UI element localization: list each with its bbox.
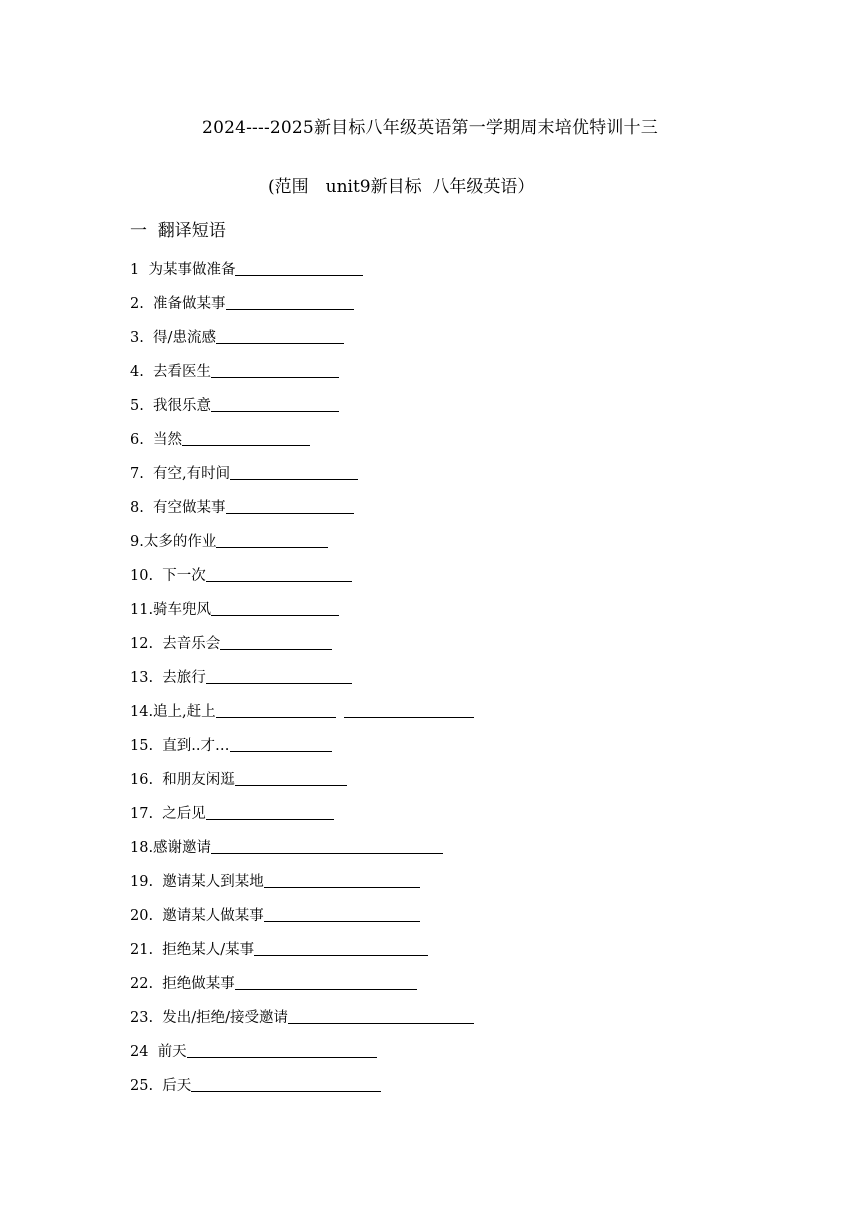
item-prompt: 15. 直到..才… [130, 738, 230, 754]
item-prompt: 24 前天 [130, 1044, 187, 1060]
answer-blank[interactable] [211, 360, 339, 378]
answer-blank[interactable] [235, 258, 363, 276]
item-prompt: 22. 拒绝做某事 [130, 976, 235, 992]
translation-item [130, 1040, 730, 1074]
answer-blank[interactable] [211, 598, 339, 616]
item-prompt: 9.太多的作业 [130, 534, 217, 550]
translation-item [130, 802, 730, 836]
item-prompt: 14.追上,赶上 [130, 704, 216, 720]
item-prompt: 20. 邀请某人做某事 [130, 908, 264, 924]
translation-item [130, 462, 730, 496]
translation-list [130, 258, 730, 1108]
answer-blank[interactable] [344, 700, 474, 718]
translation-item [130, 394, 730, 428]
translation-item [130, 258, 730, 292]
translation-item [130, 734, 730, 768]
translation-item [130, 768, 730, 802]
translation-item [130, 972, 730, 1006]
answer-blank[interactable] [226, 292, 354, 310]
translation-item [130, 666, 730, 700]
translation-item [130, 428, 730, 462]
answer-blank[interactable] [230, 462, 358, 480]
item-prompt: 23. 发出/拒绝/接受邀请 [130, 1010, 289, 1026]
answer-blank[interactable] [182, 428, 310, 446]
item-prompt: 6. 当然 [130, 432, 183, 448]
answer-blank[interactable] [187, 1040, 377, 1058]
translation-item [130, 1074, 730, 1108]
answer-blank[interactable] [230, 734, 332, 752]
answer-blank[interactable] [226, 496, 354, 514]
item-prompt: 18.感谢邀请 [130, 840, 212, 856]
item-prompt: 8. 有空做某事 [130, 500, 226, 516]
answer-blank[interactable] [264, 904, 420, 922]
item-prompt: 4. 去看医生 [130, 364, 212, 380]
translation-item [130, 326, 730, 360]
item-prompt: 25. 后天 [130, 1078, 192, 1094]
item-prompt: 10. 下一次 [130, 568, 206, 584]
item-prompt: 21. 拒绝某人/某事 [130, 942, 255, 958]
answer-blank[interactable] [216, 326, 344, 344]
answer-blank[interactable] [254, 938, 428, 956]
translation-item [130, 496, 730, 530]
answer-blank[interactable] [206, 564, 352, 582]
translation-item [130, 700, 730, 734]
answer-blank[interactable] [264, 870, 420, 888]
item-prompt: 3. 得/患流感 [130, 330, 216, 346]
translation-item [130, 530, 730, 564]
item-prompt: 13. 去旅行 [130, 670, 206, 686]
page-subtitle: (范围 unit9新目标 八年级英语） [268, 177, 535, 197]
translation-item [130, 904, 730, 938]
item-prompt: 11.骑车兜风 [130, 602, 212, 618]
translation-item [130, 598, 730, 632]
answer-blank[interactable] [206, 666, 352, 684]
translation-item [130, 292, 730, 326]
item-prompt: 19. 邀请某人到某地 [130, 874, 264, 890]
item-prompt: 2. 准备做某事 [130, 296, 226, 312]
translation-item [130, 938, 730, 972]
translation-item [130, 836, 730, 870]
answer-blank[interactable] [235, 768, 347, 786]
item-prompt: 12. 去音乐会 [130, 636, 221, 652]
answer-blank[interactable] [235, 972, 417, 990]
item-prompt: 7. 有空,有时间 [130, 466, 231, 482]
translation-item [130, 870, 730, 904]
answer-blank[interactable] [191, 1074, 381, 1092]
section-heading: 一 翻译短语 [130, 221, 226, 241]
translation-item [130, 564, 730, 598]
item-prompt: 16. 和朋友闲逛 [130, 772, 235, 788]
item-prompt: 5. 我很乐意 [130, 398, 212, 414]
page-title: 2024----2025新目标八年级英语第一学期周末培优特训十三 [202, 118, 658, 138]
translation-item [130, 1006, 730, 1040]
translation-item [130, 360, 730, 394]
answer-blank[interactable] [216, 530, 328, 548]
item-prompt: 17. 之后见 [130, 806, 206, 822]
item-prompt: 1 为某事做准备 [130, 262, 236, 278]
translation-item [130, 632, 730, 666]
answer-blank[interactable] [206, 802, 334, 820]
answer-blank[interactable] [211, 394, 339, 412]
answer-blank[interactable] [211, 836, 443, 854]
answer-blank[interactable] [288, 1006, 474, 1024]
answer-blank[interactable] [216, 700, 336, 718]
answer-blank[interactable] [220, 632, 332, 650]
